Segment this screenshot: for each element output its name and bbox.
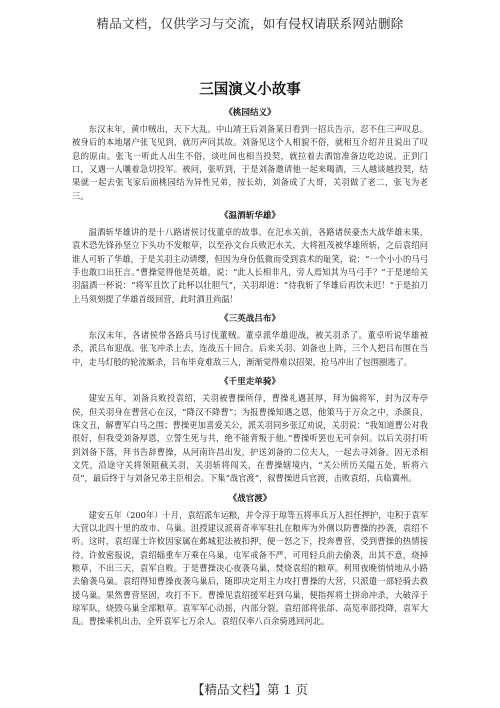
section-paragraph: 东汉末年，各诸侯带各路兵马讨伐董贼。董卓派华雄迎战，被关羽杀了。董卓听说华雄被杀，派吕布迎战。张飞冲杀上去，连战五十回合。后来关羽、刘备也上阵，三个人把吕布围在当中，走马灯般的轮流厮杀，吕布毕竟难敌三人，渐渐觉得难以招架，抢马冲出了包围圈逃了。: [72, 330, 428, 367]
section-title: 《三英战吕布》: [219, 314, 281, 325]
page-header: 精品文档，仅供学习与交流，如有侵权请联系网站删除: [96, 16, 404, 31]
section-paragraph: 温酒斩华雄讲的是十八路诸侯讨伐董卓的故事。在汜水关前，各路诸侯豪杰大战华雄未果，袁术恐先锋孙坚立下头功不发粮草，以至孙文台兵败汜水关，大将祖茂被华雄所斩，之后袁绍问谁人可斩了华雄，于是关羽主动请缨，但因为身份低微而受到袁术的耻笑，说：“一个小小的马弓手也敢口出狂言。”曹操觉得他是英雄，说：“此人长相非凡，旁人焉知其为马弓手？”于是递给关羽温酒一杯说：“将军且饮了此杯以壮胆气”，关羽却道：“待我斩了华雄后再饮未迟！”于是拍刀上马须刻提了华雄首级回营，此时酒且尚温！: [72, 227, 428, 304]
document-body: [72, 108, 428, 637]
section-taoyuan: [72, 108, 428, 203]
section-title: 《桃园结义》: [224, 108, 276, 118]
page-footer: 【精品文档】第 1 页: [192, 682, 308, 697]
document-title: 三国演义小故事: [199, 81, 301, 98]
section-huaxiong: [72, 211, 428, 306]
section-paragraph: 建安五年，刘备兵败投袁绍，关羽被曹操所俘，曹操礼遇甚厚，拜为偏将军，封为汉寿亭侯，但关羽身在曹营心在汉，“降汉不降曹”；为报曹操知遇之恩，他策马于万众之中，杀颜良，诛文丑，解曹军白马之围；曹操更加喜爱关公，派关羽同乡张辽劝说，关羽说：“我知道曹公对我很好，但我受刘备厚恩，立誓生死与共，绝不能背叛于他。”曹操听罢也无可奈何。以后关羽打听到刘备下落，拜书告辞曹操，从河南许昌出发，护送刘备的二位夫人，一起去寻刘备。因无杀相文凭，沿途守关将领阻截关羽，关羽斩将闯关，在曹操辖境内，“关公所历关隘五处，斩将六员”，最后终于与刘备兄弟主臣相会。下集“战官渡”，叙曹操进兵官渡，击败袁绍，兵临冀州。: [72, 393, 428, 484]
section-guandu: [72, 494, 428, 629]
section-title: 《温酒斩华雄》: [219, 211, 281, 222]
section-paragraph: 建安五年（200年）十月，袁绍派车运粮，并令淳于琼等五将率兵万人担任押护，屯积于袁军大营以北四十里的故市、乌巢。沮授建议派蒋奇率军驻扎在粮库为外侧以防曹操的抄袭，袁绍不听。这时，袁绍谋士许攸因家属在邺城犯法被扣押，便一怒之下，投奔曹营，受到曹操的热情接待。许攸密报说，袁绍辎重车万乘在乌巢，屯军戒备不严，可用轻兵前去偷袭，出其不意，烧掉粮草，不出三天，袁军自败。于是曹操决心夜袭乌巢，焚烧袁绍的粮草。利用夜晚悄悄地从小路去偷袭乌巢。袁绍得知曹操夜袭乌巢后，随即决定用主力攻打曹操的大营，只派遣一部轻骑去救援乌巢。果然曹营坚固，攻打不下。曹操见袁绍援军赶到乌巢，便指挥将士拼命冲杀，大破淳于琼军队，烧毁乌巢全部粮草。袁军军心动摇，内部分裂。袁绍部将张郃、高览率部投降，袁军大乱。曹操乘机出击，全歼袁军七万余人。袁绍仅率八百余骑逃回河北。: [72, 509, 429, 627]
section-paragraph: 东汉末年，黄巾贼出，天下大乱。中山靖王后刘备某日看到一招兵告示，忍不住三声叹息。被身后的本地屠户张飞见到，就厉声问其故。刘备见这个人相貌不俗，就相互介绍并且说出了叹息的原由。张飞一听此人出生不俗，谈吐间也相当投契，就拉着去酒馆准备边吃边说。正到门口，又遇一人嚷着急切投军。被问，张听到，于是刘备邀请他一起来喝酒，三人越谈越投契，结果就一起去张飞家后面桃园结为异性兄弟，按长幼，刘备成了大哥，关羽做了老二，张飞为老三。: [72, 124, 428, 201]
section-danqi: [72, 377, 428, 485]
section-title: 《战官渡》: [228, 493, 272, 504]
section-title: 《千里走单骑》: [219, 377, 281, 388]
section-lvbu: [72, 314, 428, 369]
